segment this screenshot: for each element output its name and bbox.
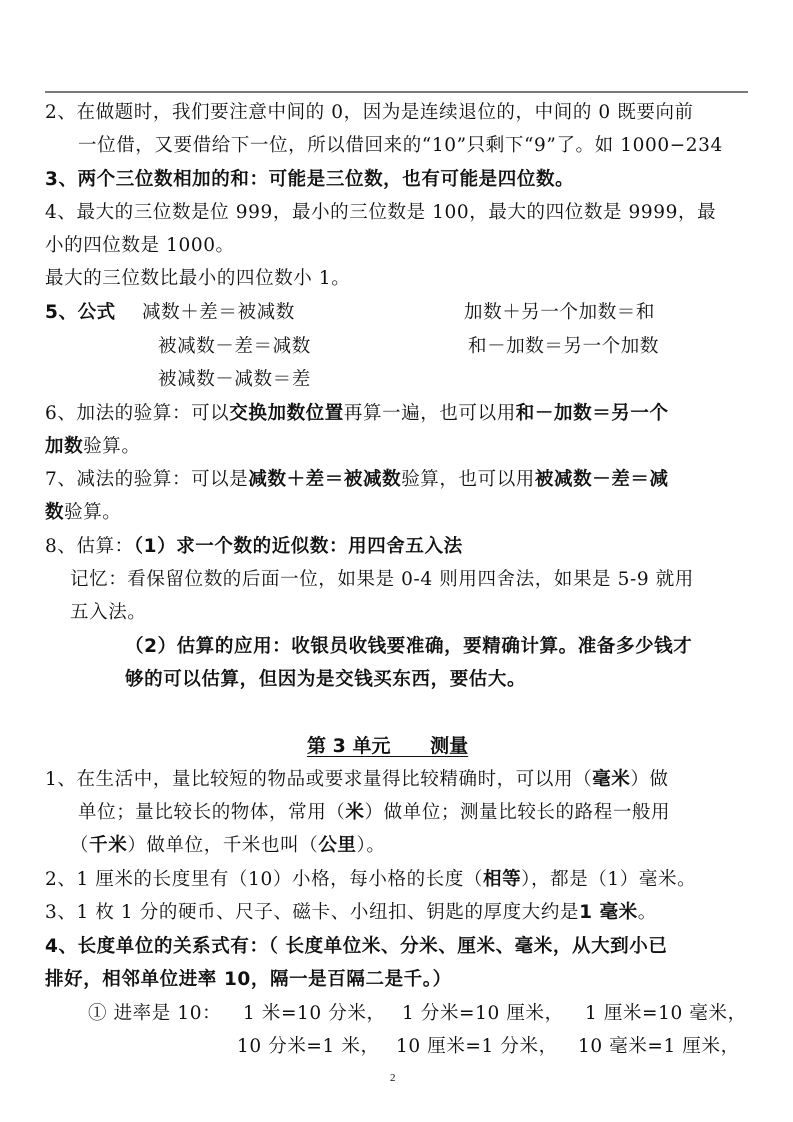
u3i1-l3-bold2: 公里: [318, 835, 357, 856]
formula-left-2: 被减数－差＝减数: [158, 336, 311, 357]
item-2-line-2: [78, 134, 723, 158]
item-8-memory-1: 记忆：看保留位数的后面一位，如果是 0-4 则用四舍法，如果是 5-9 就用: [70, 569, 694, 590]
item-8-part-2-line-2: 够的可以估算，但因为是交钱买东西，要估大。: [125, 669, 527, 690]
u3i2-bold: 相等: [482, 869, 522, 890]
item-7-line-2: [45, 501, 121, 525]
item-6-prefix: 6、加法的验算：可以: [45, 403, 230, 424]
item-3: 3、两个三位数相加的和：可能是三位数，也有可能是四位数。: [45, 169, 575, 190]
u3i1-l3-b: ）做单位，千米也叫（: [127, 835, 319, 856]
item-7-bold-1: 减数＋差＝被减数: [248, 469, 402, 490]
rate10-label: ① 进率是 10：: [88, 1003, 222, 1024]
item-8-part-2-line-1: （2）估算的应用：收银员收钱要准确，要精确计算。准备多少钱才: [125, 636, 693, 657]
item-6-line2-rest: 验算。: [83, 436, 141, 457]
item-6-line2-bold: 加数: [45, 436, 84, 457]
u3i1-l2-bold: 米: [345, 802, 365, 823]
rate10-row2-1: 10 分米=1 米，: [237, 1036, 380, 1057]
rate10-row1-1: 1 米=10 分米，: [243, 1003, 386, 1024]
item-8-memory-2: 五入法。: [70, 602, 147, 623]
formula-left-3: 被减数－减数＝差: [158, 369, 311, 390]
unit3-item-4-line-1: 4、长度单位的关系式有：（ 长度单位米、分米、厘米、毫米，从大到小已: [45, 936, 668, 957]
item-7-line-1: [45, 468, 669, 492]
item-2-text-1: 2、在做题时，我们要注意中间的 0，因为是连续退位的，中间的 0 既要向前: [45, 102, 694, 123]
u3i1-l2-pre: 单位；量比较长的物体，常用（: [78, 802, 346, 823]
rate10-row2-3: 10 毫米=1 厘米，: [578, 1036, 740, 1057]
unit3-item-1-line-2: [78, 801, 670, 825]
rate10-row1-2: 1 分米=10 厘米，: [402, 1003, 564, 1024]
unit3-item-1-line-3: [70, 834, 385, 858]
item-8-line-1: [45, 535, 463, 559]
item-6-bold-1: 交换加数位置: [229, 403, 344, 424]
u3i1-l3-a: （: [70, 835, 90, 856]
item-2-line-1: [45, 101, 694, 125]
item-4-line-3: 最大的三位数比最小的四位数小 1。: [45, 268, 351, 289]
u3i1-l1-pre: 1、在生活中，量比较短的物品或要求量得比较精确时，可以用（: [45, 769, 593, 790]
rate10-row1-3: 1 厘米=10 毫米，: [585, 1003, 747, 1024]
page-number: 2: [390, 1072, 396, 1084]
unit3-item-4-line-2: 排好，相邻单位进率 10，隔一是百隔二是千。）: [45, 969, 452, 990]
u3i1-l2-post: ）做单位；测量比较长的路程一般用: [364, 802, 671, 823]
item-6-line-1: [45, 402, 669, 426]
item-4-line-1: 4、最大的三位数是位 999，最小的三位数是 100，最大的四位数是 9999，最: [45, 202, 717, 223]
header-rule: [45, 91, 748, 93]
item-6-bold-2: 和－加数＝另一个: [515, 403, 669, 424]
unit3-item-1-line-1: [45, 768, 669, 792]
item-6-mid: 再算一遍，也可以用: [343, 403, 516, 424]
u3i1-l3-c: ）。: [356, 835, 386, 856]
unit3-item-3: [45, 901, 657, 925]
u3i3-pre: 3、1 枚 1 分的硬币、尺子、磁卡、小纽扣、钥匙的厚度大约是: [45, 902, 580, 923]
item-6-line-2: [45, 435, 141, 459]
unit-3-title: 第 3 单元 测量: [307, 735, 469, 757]
item-5-label: 5、公式: [45, 302, 116, 323]
formula-right-1: 加数＋另一个加数＝和: [464, 302, 656, 323]
item-2-text-2: 一位借，又要借给下一位，所以借回来的“10”只剩下“9”了。如 1000−234: [78, 135, 723, 156]
item-8-prefix: 8、估算：: [45, 536, 134, 557]
item-7-mid: 验算，也可以用: [401, 469, 535, 490]
formula-left-1: 减数＋差＝被减数: [142, 302, 295, 323]
item-7-prefix: 7、减法的验算：可以是: [45, 469, 249, 490]
item-7-line2-rest: 验算。: [64, 502, 122, 523]
item-4-line-2: 小的四位数是 1000。: [45, 235, 235, 256]
u3i2-post: ），都是（1）毫米。: [521, 869, 697, 890]
u3i2-pre: 2、1 厘米的长度里有（10）小格，每小格的长度（: [45, 869, 483, 890]
formula-right-2: 和－加数＝另一个加数: [468, 336, 660, 357]
u3i3-post: 。: [637, 902, 657, 923]
unit3-item-2: [45, 868, 696, 892]
u3i1-l1-bold: 毫米: [592, 769, 631, 790]
u3i1-l1-post: ）做: [630, 769, 669, 790]
rate10-row2-2: 10 厘米=1 分米，: [396, 1036, 558, 1057]
u3i3-bold: 1 毫米: [579, 902, 638, 923]
item-7-line2-bold: 数: [45, 502, 65, 523]
item-7-bold-2: 被减数－差＝减: [534, 469, 669, 490]
u3i1-l3-bold1: 千米: [89, 835, 128, 856]
item-8-part-1: （1）求一个数的近似数：用四舍五入法: [133, 536, 463, 557]
